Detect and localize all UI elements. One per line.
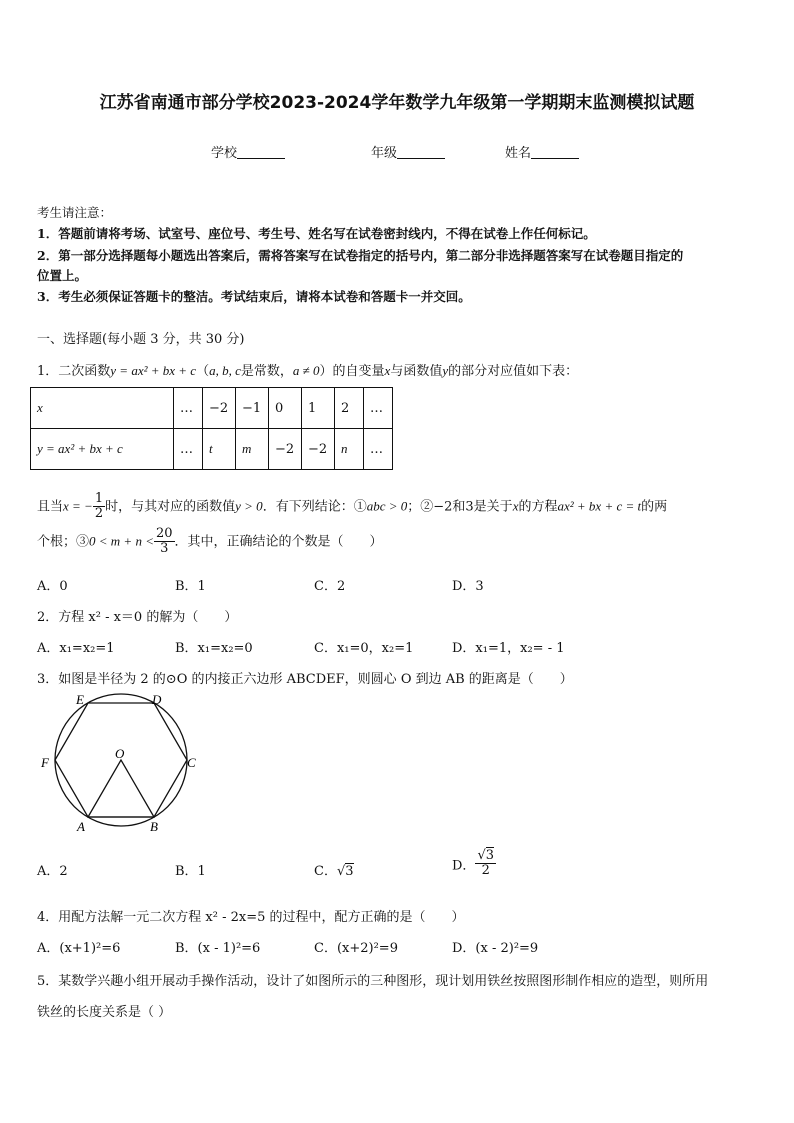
q4-option-a: A．(x+1)²=6	[37, 941, 121, 956]
name-blank	[531, 145, 579, 159]
label-c: C	[187, 755, 196, 770]
grade-field	[371, 142, 445, 161]
table-cell: −2	[302, 429, 335, 470]
fraction-twenty-thirds: $\frac{20}{3}$	[155, 526, 173, 557]
q3-stem: 3．如图是半径为 2 的⊙O 的内接正六边形 ABCDEF，则圆心 O 到边 AB 的距离是（ ）	[37, 672, 573, 687]
q4-option-d: D．(x - 2)²=9	[452, 941, 539, 956]
q4-option-b: B．(x - 1)²=6	[175, 941, 261, 956]
q2-stem: 2．方程 x² - x＝0 的解为（ ）	[37, 610, 238, 625]
q3-option-b: B．1	[175, 864, 206, 879]
school-blank	[237, 145, 285, 159]
q3-option-a: A．2	[37, 864, 68, 879]
exam-title: 江苏省南通市部分学校2023-2024学年数学九年级第一学期期末监测模拟试题	[99, 93, 695, 113]
grade-blank	[397, 145, 445, 159]
label-d: D	[152, 692, 162, 707]
section-heading: 一、选择题(每小题 3 分，共 30 分)	[37, 332, 245, 347]
table-cell: x	[31, 388, 174, 429]
label-f: F	[41, 755, 49, 770]
school-label: 学校	[211, 146, 238, 161]
q5-stem-line2: 铁丝的长度关系是（ ）	[37, 1005, 172, 1020]
notice-item: 3．考生必须保证答题卡的整洁。考试结束后，请将本试卷和答题卡一并交回。	[37, 289, 471, 304]
school-field	[211, 142, 285, 161]
sqrt-symbol: √	[336, 864, 346, 879]
table-cell: m	[236, 429, 269, 470]
notice-item: 1．答题前请将考场、试室号、座位号、考生号、姓名写在试卷密封线内，不得在试卷上作任何标记。	[37, 226, 596, 241]
table-cell: …	[174, 388, 203, 429]
label-e: E	[76, 692, 84, 707]
table-cell: t	[203, 429, 236, 470]
q4-stem: 4．用配方法解一元二次方程 x² - 2x=5 的过程中，配方正确的是（ ）	[37, 910, 465, 925]
table-cell: …	[174, 429, 203, 470]
table-cell: 0	[269, 388, 302, 429]
name-label: 姓名	[505, 146, 532, 161]
name-field	[505, 142, 579, 161]
table-row	[31, 429, 393, 470]
q3-option-d: D． $\frac{√3}{2}$	[452, 848, 495, 879]
grade-label: 年级	[371, 146, 398, 161]
hexagon-figure	[36, 690, 206, 840]
table-cell: 2	[335, 388, 364, 429]
q1-value-table	[30, 387, 393, 470]
q1-option-a: A．0	[37, 579, 68, 594]
q1-stem: 1．二次函数y = ax² + bx + c（a, b, c是常数，a ≠ 0）的自变量x与函数值y的部分对应值如下表：	[37, 363, 579, 379]
q2-option-d: D．x₁=1，x₂= - 1	[452, 641, 565, 656]
table-row	[31, 388, 393, 429]
q4-option-c: C．(x+2)²=9	[314, 941, 398, 956]
table-cell: y = ax² + bx + c	[31, 429, 174, 470]
table-cell: n	[335, 429, 364, 470]
label-b: B	[150, 819, 158, 834]
triangle-oab	[88, 760, 154, 817]
label-o: O	[115, 746, 125, 761]
fraction-sqrt3-over-2: $\frac{√3}{2}$	[477, 848, 495, 879]
notice-item: 2．第一部分选择题每小题选出答案后，需将答案写在试卷指定的括号内，第二部分非选择题答案写在试卷题目指定的	[37, 248, 684, 263]
table-cell: …	[364, 429, 393, 470]
q2-option-c: C．x₁=0，x₂=1	[314, 641, 414, 656]
table-cell: …	[364, 388, 393, 429]
table-cell: −2	[203, 388, 236, 429]
table-cell: −1	[236, 388, 269, 429]
q1-option-b: B．1	[175, 579, 206, 594]
q1-condition-line: 且当x = − $\frac{1}{2}$ 时，与其对应的函数值y > 0．有下列结论：①abc > 0；②−2和3是关于x的方程ax² + bx + c = t的两	[37, 491, 668, 522]
q2-option-b: B．x₁=x₂=0	[175, 641, 253, 656]
q1-option-c: C．2	[314, 579, 346, 594]
notice-heading: 考生请注意：	[37, 205, 113, 220]
notice-item: 位置上。	[37, 268, 88, 283]
q1-conclusion-line: 个根；③0 < m + n < $\frac{20}{3}$ ．其中，正确结论的个数是（ ）	[37, 526, 383, 557]
fraction-one-half: $\frac{1}{2}$	[94, 491, 104, 522]
table-cell: 1	[302, 388, 335, 429]
q2-option-a: A．x₁=x₂=1	[37, 641, 115, 656]
table-cell: −2	[269, 429, 302, 470]
q5-stem-line1: 5．某数学兴趣小组开展动手操作活动，设计了如图所示的三种图形，现计划用铁丝按照图形制作相应的造型，则所用	[37, 974, 709, 989]
q3-option-c: C．√3	[314, 864, 354, 879]
label-a: A	[77, 819, 85, 834]
q1-option-d: D．3	[452, 579, 484, 594]
